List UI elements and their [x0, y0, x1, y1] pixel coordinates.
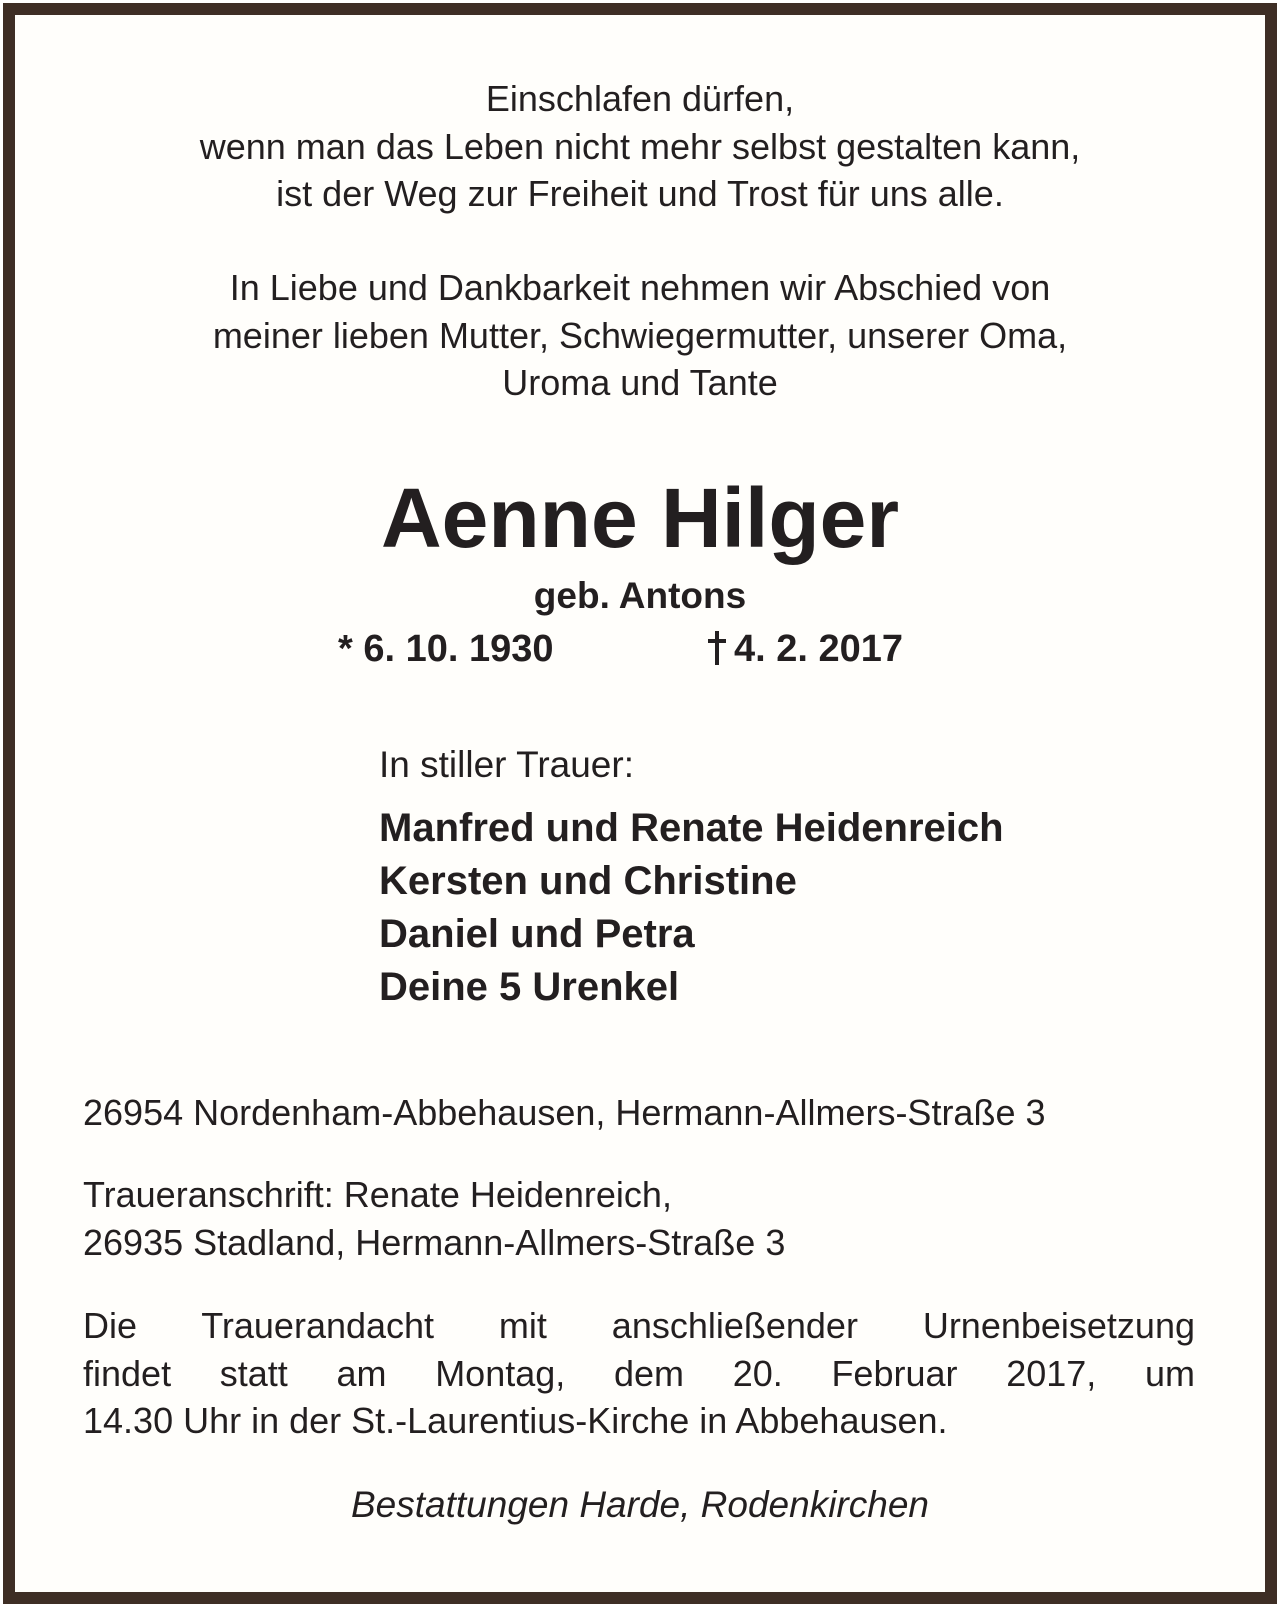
- cross-icon: [706, 631, 728, 665]
- verse-line-2: wenn man das Leben nicht mehr selbst gestalten kann,: [199, 126, 1081, 167]
- farewell-line-1: In Liebe und Dankbarkeit nehmen wir Abschied von: [229, 267, 1051, 308]
- verse-line-3: ist der Weg zur Freiheit und Trost für uns alle.: [276, 173, 1004, 214]
- death-date: 4. 2. 2017: [734, 628, 904, 670]
- service-line-1: Die Trauerandacht mit anschließender Urnenbeisetzung: [83, 1305, 1195, 1346]
- deceased-name: Aenne Hilger: [380, 471, 900, 565]
- mourners-label: In stiller Trauer:: [379, 744, 634, 785]
- mourning-address-line-2: 26935 Stadland, Hermann-Allmers-Straße 3: [83, 1222, 786, 1263]
- mourner-4: Deine 5 Urenkel: [379, 965, 680, 1009]
- birth-date: * 6. 10. 1930: [338, 628, 554, 670]
- verse-line-1: Einschlafen dürfen,: [485, 78, 795, 119]
- mourner-2: Kersten und Christine: [379, 859, 797, 903]
- home-address: 26954 Nordenham-Abbehausen, Hermann-Allmers-Straße 3: [83, 1092, 1046, 1133]
- death-date-group: [706, 628, 903, 671]
- mourning-address-line-1: Traueranschrift: Renate Heidenreich,: [83, 1174, 672, 1215]
- undertaker: Bestattungen Harde, Rodenkirchen: [351, 1484, 929, 1525]
- mourner-1: Manfred und Renate Heidenreich: [379, 806, 1004, 850]
- farewell-line-3: Uroma und Tante: [502, 362, 778, 403]
- mourner-3: Daniel und Petra: [379, 912, 695, 956]
- maiden-name: geb. Antons: [533, 575, 747, 616]
- farewell-line-2: meiner lieben Mutter, Schwiegermutter, unserer Oma,: [212, 315, 1068, 356]
- service-line-3: 14.30 Uhr in der St.-Laurentius-Kirche in Abbehausen.: [83, 1400, 948, 1441]
- service-line-2: findet statt am Montag, dem 20. Februar 2017, um: [83, 1353, 1195, 1394]
